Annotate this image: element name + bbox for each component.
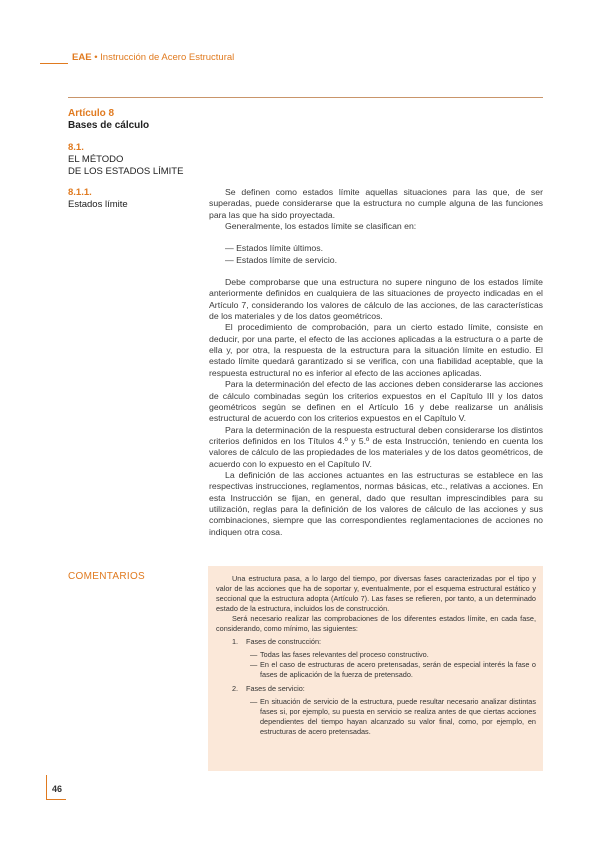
header-rule	[40, 63, 68, 64]
body-paragraph: Para la determinación de la respuesta estructural deben considerarse los distintos criterios definidos en los Títulos 4.º y 5.º de esta Instrucción, teniendo en cuenta los valores de cálculo de las propiedades de los materiales y de los datos geométricos, de acuerdo con lo expuesto en el Capítulo IV.	[209, 424, 543, 469]
phase-number: 2.	[232, 684, 239, 694]
phase-label: Fases de construcción:	[246, 637, 322, 647]
article-number: Artículo 8	[68, 108, 115, 119]
phase-label: Fases de servicio:	[246, 684, 305, 694]
page-number: 46	[52, 784, 63, 794]
body-paragraph: Se definen como estados límite aquellas situaciones para las que, de ser superadas, puede considerarse que la estructura no cumple alguna de las funciones para las que ha sido proyectada.	[209, 187, 543, 220]
phase-subitem: — En situación de servicio de la estructura, puede resultar necesario analizar distintas fases si, por ejemplo, su puesta en servicio se realiza antes de que ciertas acciones dependientes del tiempo hayan alcanzado su valor final, como, por ejemplo, en estructuras de acero pretensadas.	[260, 697, 536, 737]
running-header	[72, 52, 234, 63]
header-title: Instrucción de Acero Estructural	[100, 52, 235, 63]
phase-subitem: — Todas las fases relevantes del proceso constructivo.	[260, 650, 536, 660]
phase-item	[232, 637, 536, 680]
comments-title: COMENTARIOS	[68, 571, 146, 582]
phase-number: 1.	[232, 637, 239, 647]
phases-list	[216, 637, 536, 736]
comment-paragraph: Será necesario realizar las comprobaciones de los diferentes estados límite, en cada fase, considerando, como mínimo, las siguientes:	[216, 613, 536, 633]
body-paragraph: Para la determinación del efecto de las acciones deben considerarse las acciones de cálculo combinadas según los criterios expuestos en el Capítulo III y los datos geométricos según se definen en el Artículo 16 y debe realizarse un análisis estructural de acuerdo con los criterios expuestos en el Capítulo V.	[209, 379, 543, 424]
section-title-line1: EL MÉTODO	[68, 154, 124, 165]
phase-subitems	[232, 697, 536, 737]
section-title-line2: DE LOS ESTADOS LÍMITE	[68, 165, 184, 177]
body-paragraph: El procedimiento de comprobación, para un cierto estado límite, consiste en deducir, por una parte, el efecto de las acciones aplicadas a la estructura o a parte de ella y, por otra, la respuesta de la estructura para la situación límite en estudio. El estado límite quedará garantizado si se verifica, con una fiabilidad aceptable, que la respuesta estructural no es inferior al efecto de las acciones aplicadas.	[209, 322, 543, 378]
body-text	[209, 187, 543, 538]
subsection-number: 8.1.1.	[68, 187, 92, 198]
subsection-title: Estados límite	[68, 199, 128, 210]
section-title	[68, 154, 183, 177]
header-brand: EAE	[72, 52, 92, 63]
limit-states-list	[209, 243, 543, 266]
body-paragraph: Generalmente, los estados límite se clasifican en:	[225, 221, 417, 232]
top-divider	[68, 97, 543, 98]
list-item: — Estados límite de servicio.	[225, 255, 543, 266]
phase-subitems	[232, 650, 536, 680]
body-paragraph: La definición de las acciones actuantes en las estructuras se establece en las respectivas instrucciones, reglamentos, normas básicas, etc., relativas a acciones. En esta Instrucción se fijan, en general, dado que resultan imprescindibles para su utilización, reglas para la definición de los valores de cálculo de las acciones y sus combinaciones, siempre que las correspondientes reglamentaciones de acciones no indiquen otra cosa.	[209, 469, 543, 537]
page-number-bracket	[46, 775, 47, 799]
comment-paragraph: Una estructura pasa, a lo largo del tiempo, por diversas fases caracterizadas por el tipo y valor de las acciones que ha de soportar y, eventualmente, por el esquema estructural estático y seccional que la estructura adopta (Artículo 7). Las fases se refieren, por tanto, a un determinado estado de la estructura, incluidos los de construcción.	[216, 574, 536, 613]
phase-subitem: — En el caso de estructuras de acero pretensadas, serán de especial interés la fase o fases de aplicación de la fuerza de pretensado.	[260, 660, 536, 680]
phase-item	[232, 684, 536, 737]
header-separator: •	[94, 52, 98, 63]
section-number: 8.1.	[68, 142, 84, 153]
comments-text	[216, 574, 536, 741]
list-item: — Estados límite últimos.	[225, 243, 543, 254]
article-title: Bases de cálculo	[68, 120, 150, 131]
body-paragraph: Debe comprobarse que una estructura no supere ninguno de los estados límite anteriormente definidos en cualquiera de las situaciones de proyecto indicadas en el Artículo 7, considerando los valores de cálculo de las acciones, de las características de los materiales y de los datos geométricos.	[209, 277, 543, 322]
page-number-underline	[46, 799, 66, 800]
